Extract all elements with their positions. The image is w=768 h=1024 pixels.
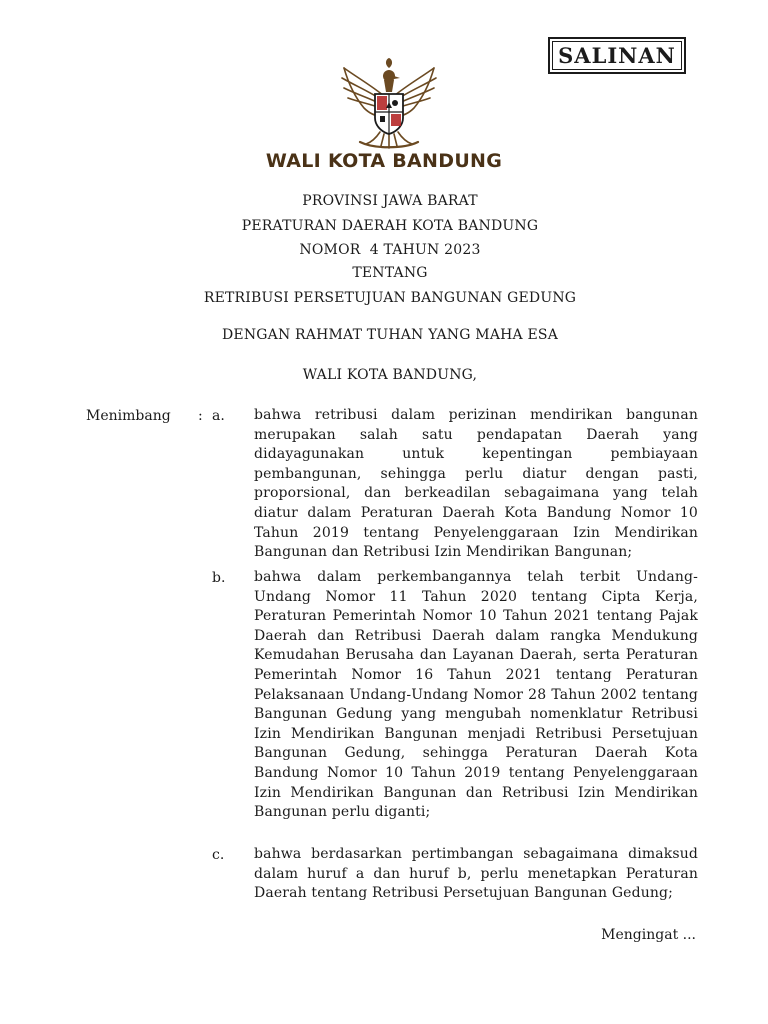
province-line: PROVINSI JAWA BARAT [302,193,478,209]
enactor-line: WALI KOTA BANDUNG, [302,367,478,383]
clause-b-text: bahwa dalam perkembangannya telah terbit Undang-Undang Nomor 11 Tahun 2020 tentang Cipta Kerja, Peraturan Pemerintah Nomor 10 Tahun 2021 tentang Pajak Daerah dan Retribusi Daerah dalam rangka Mendukung Kemudahan Berusaha dan Layanan Daerah, serta Peraturan Pemerintah Nomor 16 Tahun 2021 tentang Peraturan Pelaksanaan Undang-Undang Nomor 28 Tahun 2002 tentang Bangunan Gedung yang mengubah nomenklatur Retribusi Izin Mendirikan Bangunan menjadi Retribusi Persetujuan Bangunan Gedung, sehingga Peraturan Daerah Kota Bandung Nomor 10 Tahun 2019 tentang Penyelenggaraan Izin Mendirikan Bangunan dan Retribusi Izin Mendirikan Bangunan perlu diganti; [254,569,698,821]
considering-colon: : [198,408,203,424]
subject-line: RETRIBUSI PERSETUJUAN BANGUNAN GEDUNG [203,290,577,306]
considering-label: Menimbang [86,408,171,424]
clause-a-text: bahwa retribusi dalam perizinan mendirikan bangunan merupakan salah satu pendapatan Daerah yang didayagunakan untuk kepentingan pembiayaan pembangunan, sehingga perlu diatur dengan pasti, proporsional, dan berkeadilan sebagaimana yang telah diatur dalam Peraturan Daerah Kota Bandung Nomor 10 Tahun 2019 tentang Penyelenggaraan Izin Mendirikan Bangunan dan Retribusi Izin Mendirikan Bangunan; [254,407,698,561]
copy-stamp [548,37,686,74]
invocation-line: DENGAN RAHMAT TUHAN YANG MAHA ESA [221,327,559,343]
clause-marker-c: c. [212,847,225,863]
catchword-next-page: Mengingat ... [601,927,696,943]
clause-marker-b: b. [212,570,226,586]
garuda-pancasila-emblem-icon [334,56,444,152]
regulation-line: PERATURAN DAERAH KOTA BANDUNG [241,218,539,234]
clause-marker-a: a. [212,408,225,424]
authority-title: WALI KOTA BANDUNG [265,150,503,172]
stamp-label: SALINAN [558,43,676,68]
about-line: TENTANG [352,265,428,281]
number-line: NOMOR 4 TAHUN 2023 [299,242,481,258]
clause-c-text: bahwa berdasarkan pertimbangan sebagaimana dimaksud dalam huruf a dan huruf b, perlu menetapkan Peraturan Daerah tentang Retribusi Persetujuan Bangunan Gedung; [254,846,698,902]
